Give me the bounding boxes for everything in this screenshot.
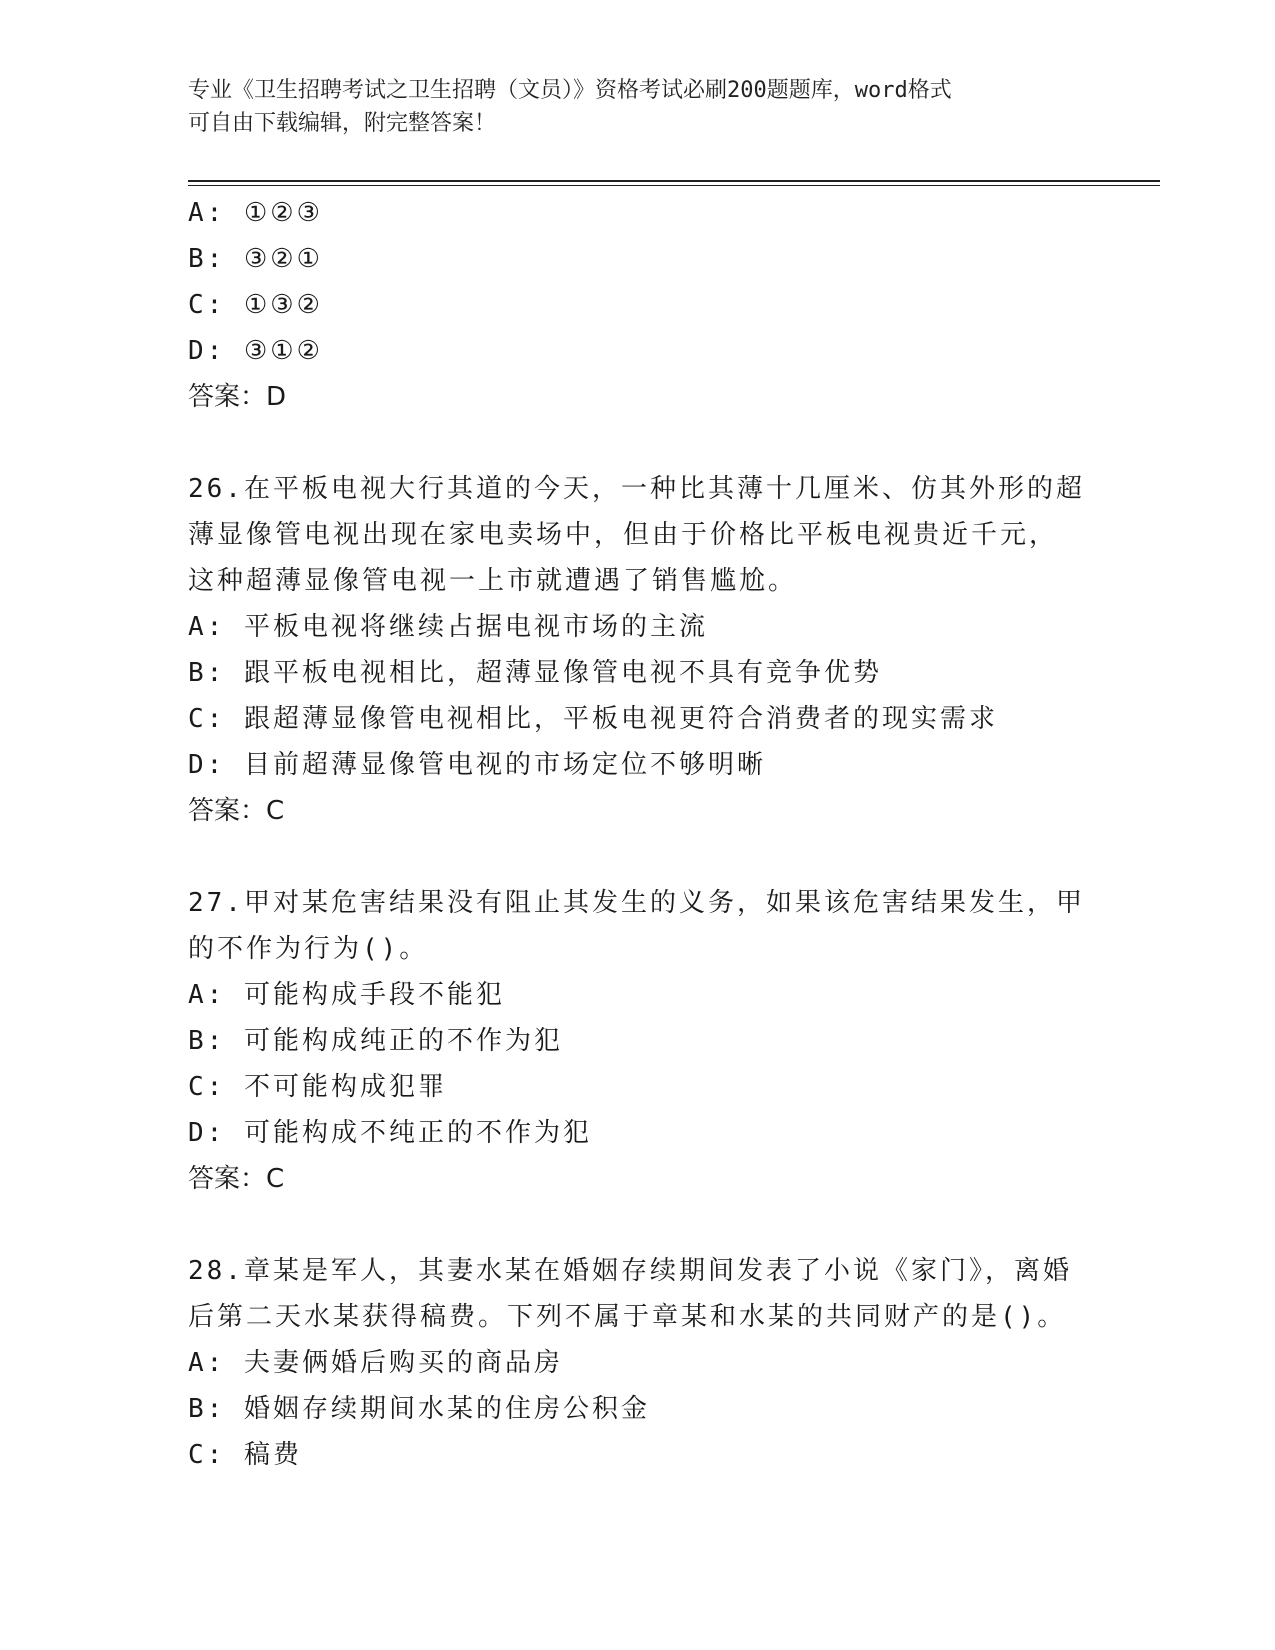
question-28 [188, 1248, 1088, 1478]
header-line-1: 专业《卫生招聘考试之卫生招聘（文员）》资格考试必刷200题题库，word格式 [188, 78, 952, 103]
question-stem-line: 的不作为行为()。 [188, 934, 429, 964]
question-stem-line: 26.在平板电视大行其道的今天，一种比其薄十几厘米、仿其外形的超 [188, 474, 1085, 504]
option-a: A: 可能构成手段不能犯 [188, 980, 505, 1010]
option-c: C: 不可能构成犯罪 [188, 1072, 447, 1102]
option-b: B: ③②① [188, 244, 323, 274]
question-25 [188, 190, 1088, 420]
question-list [188, 190, 1088, 1478]
question-26 [188, 466, 1088, 834]
option-b: B: 可能构成纯正的不作为犯 [188, 1026, 563, 1056]
option-c: C: ①③② [188, 290, 323, 320]
document-header [188, 74, 1088, 140]
header-rule-thick [188, 180, 1160, 182]
answer: 答案：C [188, 1164, 285, 1194]
option-a: A: 平板电视将继续占据电视市场的主流 [188, 612, 708, 642]
option-c: C: 稿费 [188, 1440, 302, 1470]
question-stem-line: 27.甲对某危害结果没有阻止其发生的义务，如果该危害结果发生，甲 [188, 888, 1085, 918]
option-b: B: 婚姻存续期间水某的住房公积金 [188, 1394, 650, 1424]
question-stem-line: 后第二天水某获得稿费。下列不属于章某和水某的共同财产的是()。 [188, 1302, 1067, 1332]
option-d: D: 可能构成不纯正的不作为犯 [188, 1118, 592, 1148]
question-stem-line: 28.章某是军人，其妻水某在婚姻存续期间发表了小说《家门》，离婚 [188, 1256, 1072, 1286]
option-a: A: 夫妻俩婚后购买的商品房 [188, 1348, 563, 1378]
option-a: A: ①②③ [188, 198, 323, 228]
question-stem-line: 这种超薄显像管电视一上市就遭遇了销售尴尬。 [188, 566, 798, 596]
header-line-2: 可自由下载编辑，附完整答案！ [188, 111, 497, 136]
option-c: C: 跟超薄显像管电视相比，平板电视更符合消费者的现实需求 [188, 704, 998, 734]
answer: 答案：C [188, 796, 285, 826]
header-rule-thin [188, 185, 1160, 186]
option-b: B: 跟平板电视相比，超薄显像管电视不具有竞争优势 [188, 658, 882, 688]
option-d: D: 目前超薄显像管电视的市场定位不够明晰 [188, 750, 766, 780]
question-stem-line: 薄显像管电视出现在家电卖场中，但由于价格比平板电视贵近千元， [188, 520, 1059, 550]
answer: 答案：D [188, 382, 287, 412]
question-27 [188, 880, 1088, 1202]
option-d: D: ③①② [188, 336, 323, 366]
